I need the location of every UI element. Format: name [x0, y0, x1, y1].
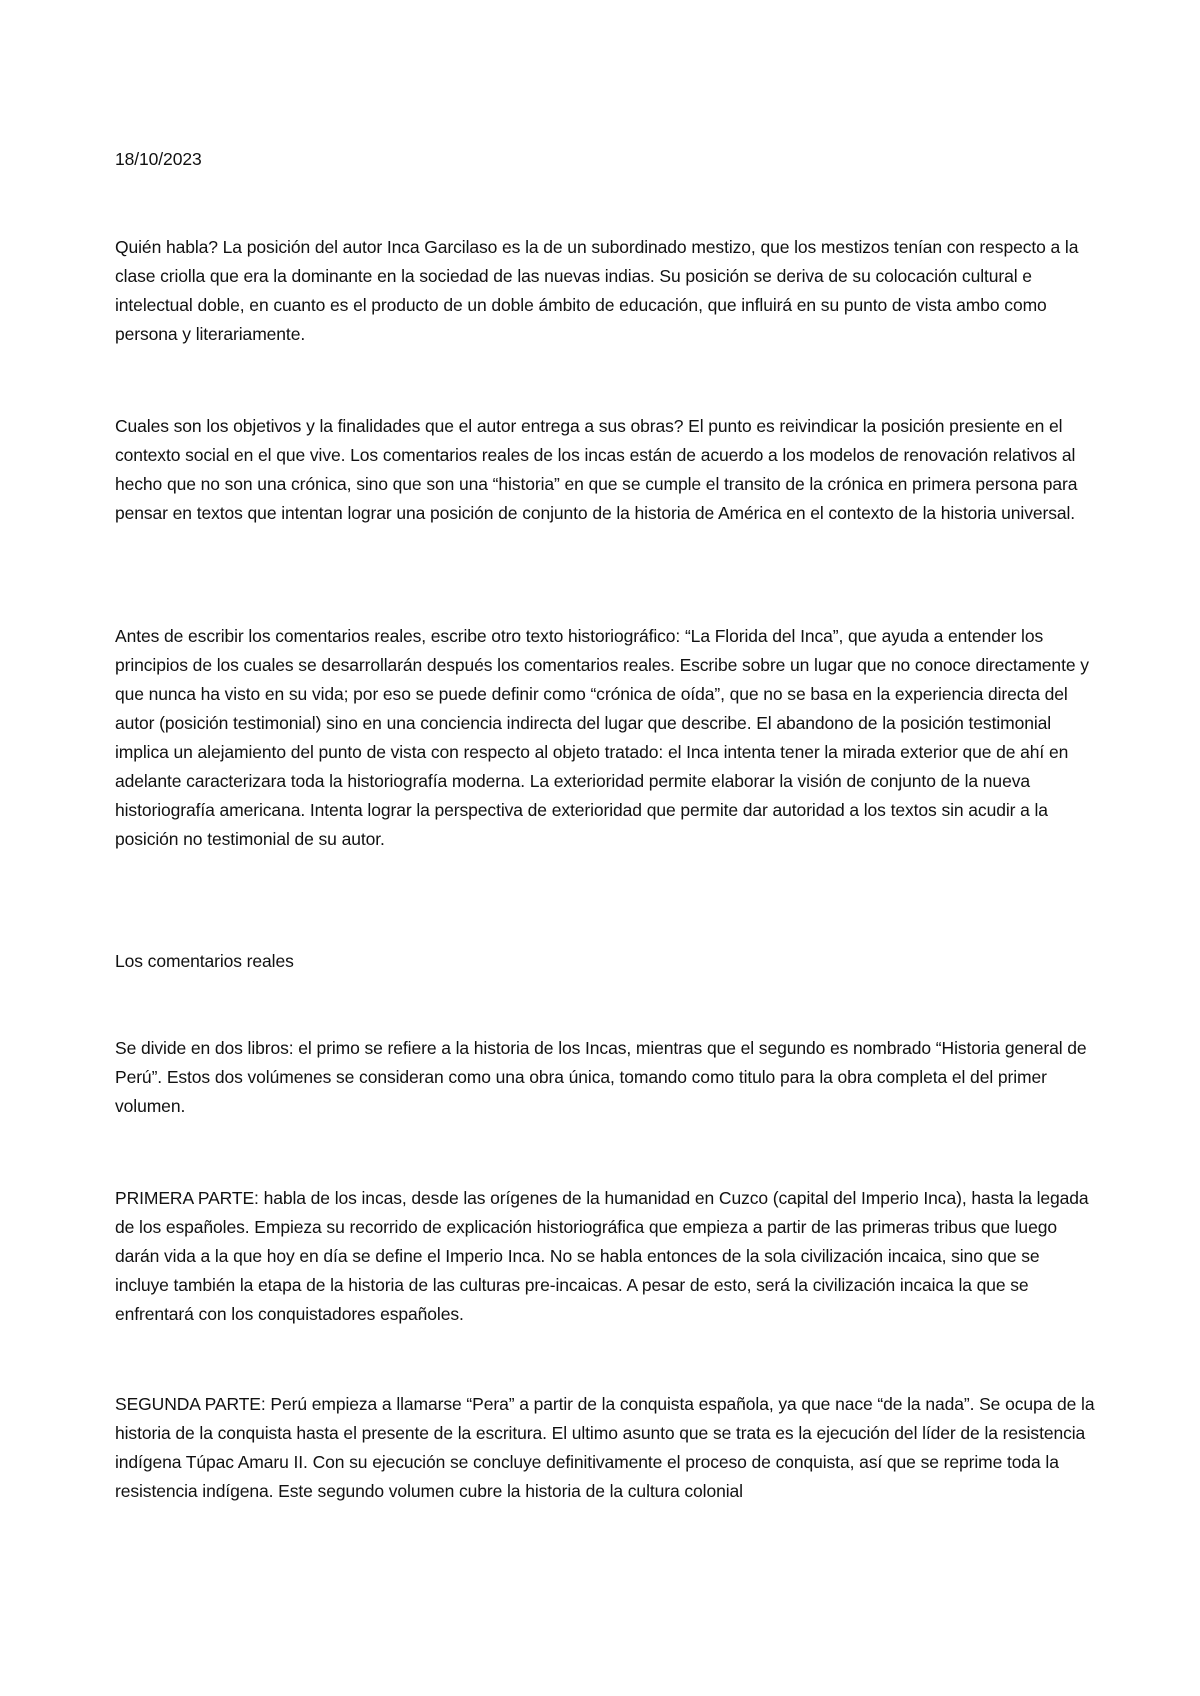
paragraph-dos-libros: Se divide en dos libros: el primo se refiere a la historia de los Incas, mientras que el segundo es nombrado “Historia general de Perú”. Estos dos volúmenes se consideran como una obra única, tomando como titulo para la obra completa el del primer volumen.: [115, 1038, 1087, 1116]
paragraph-quien-habla: Quién habla? La posición del autor Inca Garcilaso es la de un subordinado mestizo, que los mestizos tenían con respecto a la clase criolla que era la dominante en la sociedad de las nuevas indias. Su posición se deriva de su colocación cultural e intelectual doble, en cuanto es el producto de un doble ámbito de educación, que influirá en su punto de vista ambo como persona y literariamente.: [115, 237, 1079, 344]
paragraph-segunda-parte: SEGUNDA PARTE: Perú empieza a llamarse “Pera” a partir de la conquista española, ya que nace “de la nada”. Se ocupa de la historia de la conquista hasta el presente de la escritura. El ultimo asunto que se trata es la ejecución del líder de la resistencia indígena Túpac Amaru II. Con su ejecución se concluye definitivamente el proceso de conquista, así que se reprime toda la resistencia indígena. Este segundo volumen cubre la historia de la cultura colonial: [115, 1394, 1095, 1501]
section-heading-comentarios-reales: Los comentarios reales: [115, 951, 294, 971]
paragraph-objetivos: Cuales son los objetivos y la finalidades que el autor entrega a sus obras? El punto es reivindicar la posición presiente en el contexto social en el que vive. Los comentarios reales de los incas están de acuerdo a los modelos de renovación relativos al hecho que no son una crónica, sino que son una “historia” en que se cumple el transito de la crónica en primera persona para pensar en textos que intentan lograr una posición de conjunto de la historia de América en el contexto de la historia universal.: [115, 416, 1078, 523]
paragraph-primera-parte: PRIMERA PARTE: habla de los incas, desde las orígenes de la humanidad en Cuzco (capital del Imperio Inca), hasta la legada de los españoles. Empieza su recorrido de explicación historiográfica que empieza a partir de las primeras tribus que luego darán vida a la que hoy en día se define el Imperio Inca. No se habla entonces de la sola civilización incaica, sino que se incluye también la etapa de la historia de las culturas pre-incaicas. A pesar de esto, será la civilización incaica la que se enfrentará con los conquistadores españoles.: [115, 1188, 1089, 1324]
paragraph-florida-del-inca: Antes de escribir los comentarios reales, escribe otro texto historiográfico: “La Florida del Inca”, que ayuda a entender los principios de los cuales se desarrollarán después los comentarios reales. Escribe sobre un lugar que no conoce directamente y que nunca ha visto en su vida; por eso se puede definir como “crónica de oída”, que no se basa en la experiencia directa del autor (posición testimonial) sino en una conciencia indirecta del lugar que describe. El abandono de la posición testimonial implica un alejamiento del punto de vista con respecto al objeto tratado: el Inca intenta tener la mirada exterior que de ahí en adelante caracterizara toda la historiografía moderna. La exterioridad permite elaborar la visión de conjunto de la nueva historiografía americana. Intenta lograr la perspectiva de exterioridad que permite dar autoridad a los textos sin acudir a la posición no testimonial de su autor.: [115, 626, 1089, 849]
document-date: 18/10/2023: [115, 149, 202, 169]
